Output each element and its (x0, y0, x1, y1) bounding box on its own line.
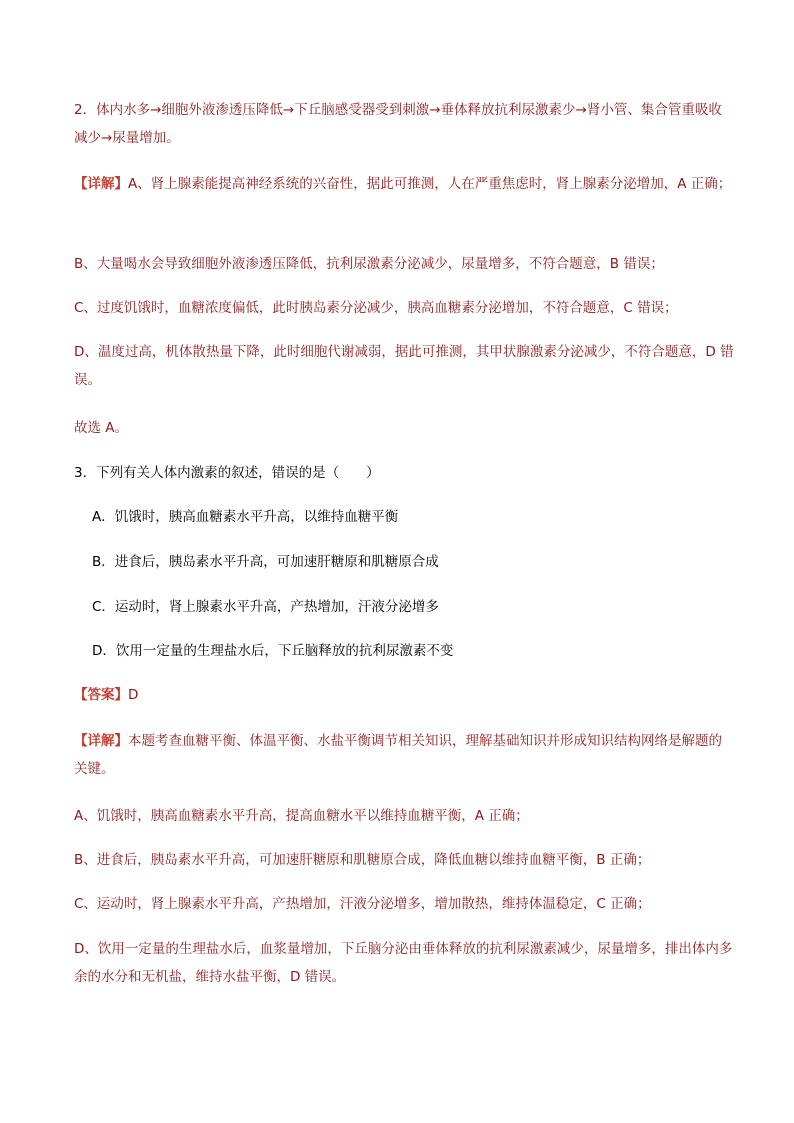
q3-detail-intro (74, 727, 734, 783)
q3-detail-a: A、饥饿时，胰高血糖素水平升高，提高血糖水平以维持血糖平衡，A 正确； (74, 808, 529, 824)
q2-detail-b: B、大量喝水会导致细胞外液渗透压降低，抗利尿激素分泌减少，尿量增多，不符合题意，B 错误； (74, 256, 664, 272)
q3-answer (74, 681, 734, 709)
q2-detail-a (74, 170, 734, 198)
q3-detail-intro-text: 本题考查血糖平衡、体温平衡、水盐平衡调节相关知识，理解基础知识并形成知识结构网络是解题的关键。 (74, 733, 722, 777)
q3-stem: 3．下列有关人体内激素的叙述，错误的是（ ） (74, 465, 380, 481)
q3-detail-d: D、饮用一定量的生理盐水后，血浆量增加，下丘脑分泌由垂体释放的抗利尿激素减少，尿量增多，排出体内多余的水分和无机盐，维持水盐平衡，D 错误。 (74, 941, 733, 985)
q3-detail-c: C、运动时，肾上腺素水平升高，产热增加，汗液分泌增多，增加散热，维持体温稳定，C 正确； (74, 896, 651, 912)
q3-answer-tag: 【答案】 (74, 687, 128, 703)
q2-detail-d: D、温度过高，机体散热量下降，此时细胞代谢减弱，据此可推测，其甲状腺激素分泌减少，不符合题意，D 错误。 (74, 344, 734, 388)
q3-option-b: B．进食后，胰岛素水平升高，可加速肝糖原和肌糖原合成 (92, 554, 439, 570)
q2-detail-a-text: A、肾上腺素能提高神经系统的兴奋性，据此可推测，人在严重焦虑时，肾上腺素分泌增加，A 正确； (128, 176, 732, 192)
q3-option-c: C．运动时，肾上腺素水平升高，产热增加，汗液分泌增多 (92, 599, 439, 615)
q2-summary: 2．体内水多→细胞外液渗透压降低→下丘脑感受器受到刺激→垂体释放抗利尿激素少→肾小管、集合管重吸收减少→尿量增加。 (74, 102, 722, 146)
q2-conclusion: 故选 A。 (74, 420, 129, 436)
q3-option-d: D．饮用一定量的生理盐水后，下丘脑释放的抗利尿激素不变 (92, 643, 454, 659)
q2-detail-tag: 【详解】 (74, 176, 128, 192)
q3-answer-value: D (128, 687, 139, 703)
q2-detail-c: C、过度饥饿时，血糖浓度偏低，此时胰岛素分泌减少，胰高血糖素分泌增加，不符合题意，C 错误； (74, 300, 678, 316)
q3-option-a: A．饥饿时，胰高血糖素水平升高，以维持血糖平衡 (92, 509, 399, 525)
q3-detail-b: B、进食后，胰岛素水平升高，可加速肝糖原和肌糖原合成，降低血糖以维持血糖平衡，B 正确； (74, 852, 651, 868)
q3-detail-tag: 【详解】 (74, 733, 128, 749)
